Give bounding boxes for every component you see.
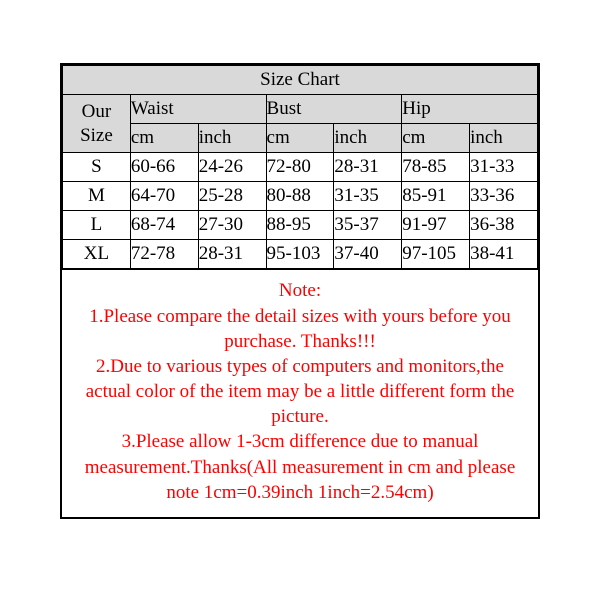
table-row bbox=[63, 153, 538, 182]
header-hip-inch: inch bbox=[470, 124, 538, 153]
size-chart-container bbox=[60, 63, 540, 519]
cell-bust-inch: 35-37 bbox=[334, 211, 402, 240]
cell-size: M bbox=[63, 182, 131, 211]
cell-hip-cm: 85-91 bbox=[402, 182, 470, 211]
cell-bust-cm: 80-88 bbox=[266, 182, 334, 211]
cell-waist-cm: 64-70 bbox=[130, 182, 198, 211]
note-item-3: 3.Please allow 1-3cm difference due to manual measurement.Thanks(All measurement in cm and please note 1cm=0.39inch 1inch=2.54cm) bbox=[84, 431, 516, 503]
cell-hip-inch: 38-41 bbox=[470, 240, 538, 269]
cell-waist-cm: 60-66 bbox=[130, 153, 198, 182]
header-waist-cm: cm bbox=[130, 124, 198, 153]
cell-waist-inch: 27-30 bbox=[198, 211, 266, 240]
header-hip: Hip bbox=[402, 95, 538, 124]
cell-hip-inch: 31-33 bbox=[470, 153, 538, 182]
cell-bust-cm: 95-103 bbox=[266, 240, 334, 269]
header-bust: Bust bbox=[266, 95, 402, 124]
cell-bust-inch: 37-40 bbox=[334, 240, 402, 269]
header-waist-inch: inch bbox=[198, 124, 266, 153]
table-header-row-groups bbox=[63, 95, 538, 124]
table-title-row bbox=[63, 66, 538, 95]
size-chart-table bbox=[62, 65, 538, 269]
table-row bbox=[63, 182, 538, 211]
cell-hip-cm: 78-85 bbox=[402, 153, 470, 182]
table-row bbox=[63, 211, 538, 240]
cell-hip-inch: 33-36 bbox=[470, 182, 538, 211]
cell-size: S bbox=[63, 153, 131, 182]
cell-hip-cm: 91-97 bbox=[402, 211, 470, 240]
cell-waist-cm: 72-78 bbox=[130, 240, 198, 269]
cell-waist-inch: 28-31 bbox=[198, 240, 266, 269]
cell-size: XL bbox=[63, 240, 131, 269]
header-our-size: Our Size bbox=[63, 95, 131, 153]
note-section bbox=[62, 269, 538, 517]
header-bust-cm: cm bbox=[266, 124, 334, 153]
note-item-2: 2.Due to various types of computers and monitors,the actual color of the item may be a little different form the picture. bbox=[85, 356, 515, 428]
cell-waist-inch: 25-28 bbox=[198, 182, 266, 211]
cell-waist-inch: 24-26 bbox=[198, 153, 266, 182]
cell-bust-cm: 72-80 bbox=[266, 153, 334, 182]
table-header-row-units bbox=[63, 124, 538, 153]
cell-hip-inch: 36-38 bbox=[470, 211, 538, 240]
cell-waist-cm: 68-74 bbox=[130, 211, 198, 240]
cell-bust-inch: 31-35 bbox=[334, 182, 402, 211]
note-title: Note: bbox=[278, 280, 322, 301]
header-hip-cm: cm bbox=[402, 124, 470, 153]
cell-size: L bbox=[63, 211, 131, 240]
table-row bbox=[63, 240, 538, 269]
cell-bust-inch: 28-31 bbox=[334, 153, 402, 182]
cell-bust-cm: 88-95 bbox=[266, 211, 334, 240]
header-waist: Waist bbox=[130, 95, 266, 124]
note-item-1: 1.Please compare the detail sizes with yours before you purchase. Thanks!!! bbox=[89, 306, 511, 353]
cell-hip-cm: 97-105 bbox=[402, 240, 470, 269]
page-title: Size Chart bbox=[63, 66, 538, 95]
header-bust-inch: inch bbox=[334, 124, 402, 153]
